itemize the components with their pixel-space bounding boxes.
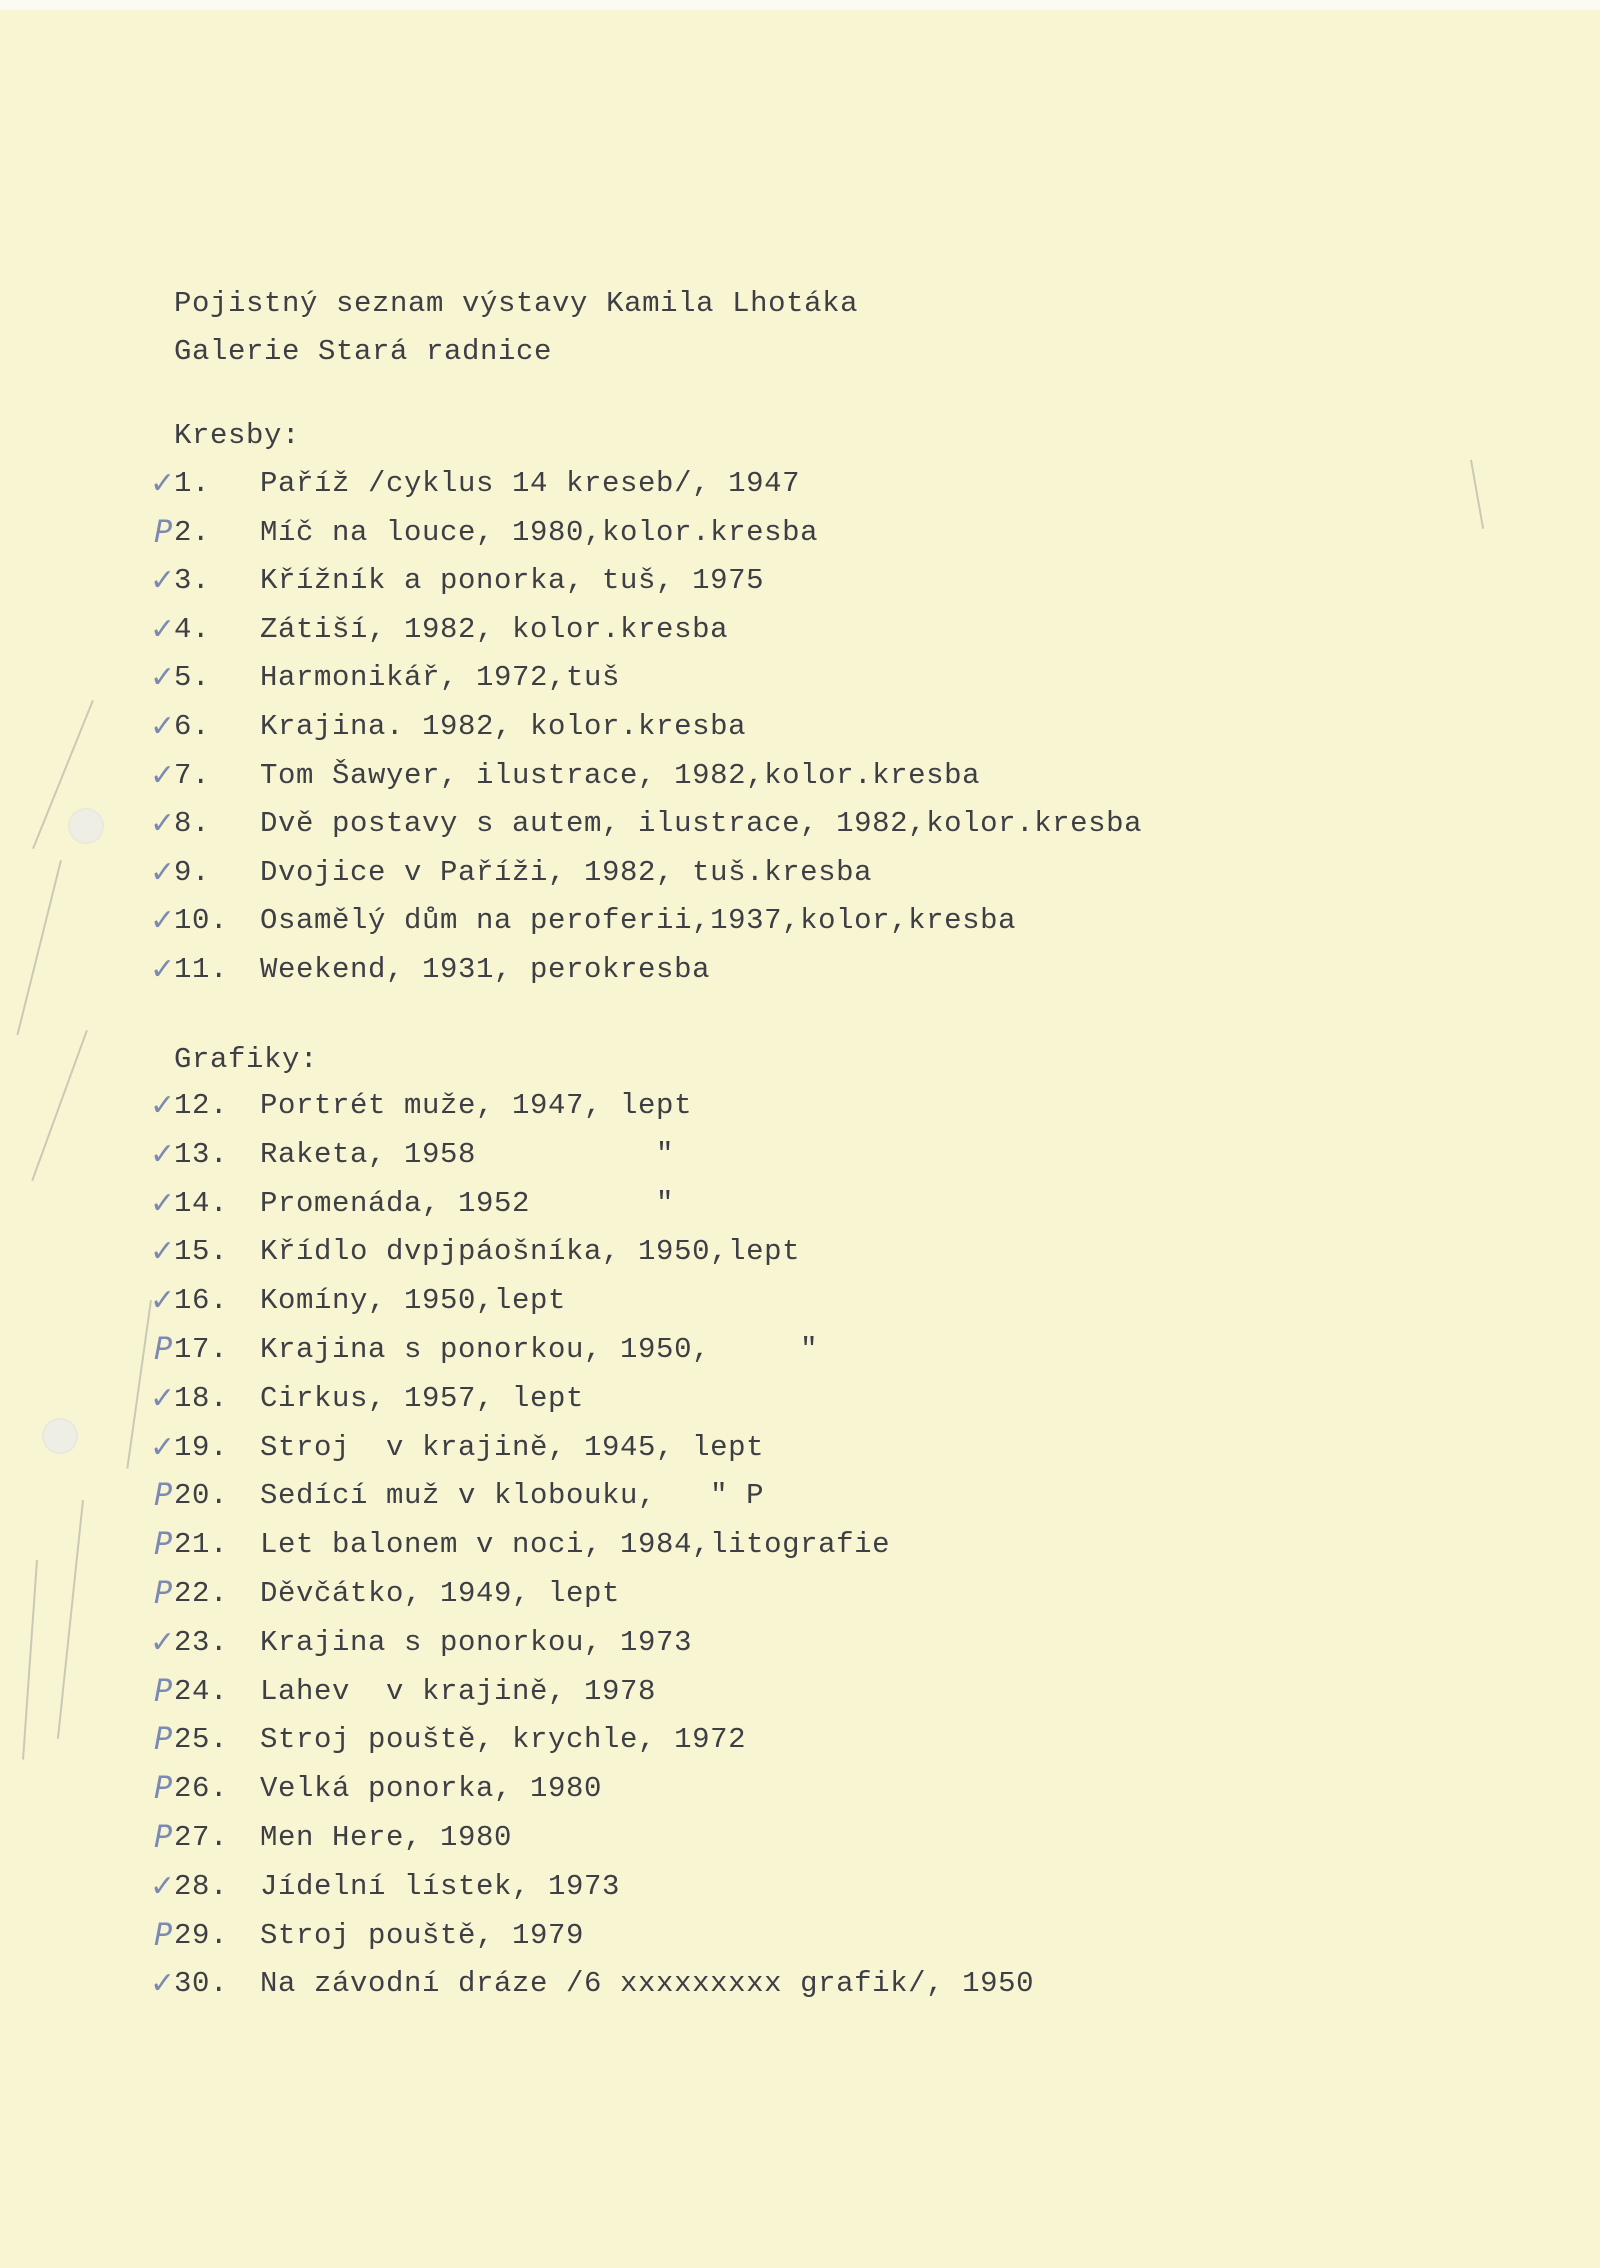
check-mark: P	[153, 1771, 172, 1807]
item-text: Dvojice v Paříži, 1982, tuš.kresba	[260, 855, 873, 889]
item-number: 28.	[174, 1869, 229, 1903]
item-number: 18.	[174, 1381, 229, 1415]
item-text: Na závodní dráze /6 xxxxxxxxx grafik/, 1950	[260, 1967, 1035, 2001]
item-text: Děvčátko, 1949, lept	[260, 1577, 621, 1610]
check-mark: P	[153, 1673, 172, 1709]
check-mark: ✓	[150, 854, 176, 890]
check-mark: ✓	[150, 1429, 176, 1465]
item-text: Křídlo dvpjpáošníka, 1950,lept	[260, 1235, 801, 1269]
check-mark: ✓	[150, 952, 176, 987]
item-text: Osamělý dům na peroferii,1937,kolor,kresba	[260, 904, 1017, 938]
check-mark: ✓	[150, 1088, 176, 1123]
pencil-stroke	[1470, 460, 1484, 529]
pencil-stroke	[31, 1030, 87, 1181]
item-text: Lahev v krajině, 1978	[260, 1674, 657, 1708]
check-mark: ✓	[150, 1380, 176, 1416]
check-mark: ✓	[150, 1624, 176, 1660]
item-number: 9.	[174, 855, 211, 889]
item-number: 4.	[174, 612, 211, 646]
item-number: 5.	[174, 661, 211, 695]
punch-hole	[68, 808, 104, 844]
item-text: Tom Šawyer, ilustrace, 1982,kolor.kresba	[260, 758, 981, 792]
item-number: 24.	[174, 1674, 229, 1708]
item-number: 30.	[174, 1967, 229, 2001]
pencil-stroke	[57, 1500, 84, 1739]
check-mark: P	[153, 514, 172, 550]
check-mark: ✓	[150, 1868, 176, 1904]
item-text: Stroj v krajině, 1945, lept	[260, 1430, 765, 1464]
check-mark: ✓	[150, 806, 176, 842]
check-mark: ✓	[150, 1136, 176, 1172]
check-mark: P	[153, 1576, 172, 1611]
item-number: 19.	[174, 1430, 229, 1464]
item-text: Harmonikář, 1972,tuš	[260, 661, 621, 695]
punch-hole	[42, 1418, 78, 1454]
item-number: 11.	[174, 953, 229, 986]
item-number: 29.	[174, 1918, 229, 1952]
check-mark: P	[153, 1527, 172, 1563]
check-mark: ✓	[150, 466, 176, 501]
item-text: Cirkus, 1957, lept	[260, 1381, 585, 1415]
section-heading-prints: Grafiky:	[174, 1043, 319, 1076]
check-mark: ✓	[150, 563, 176, 599]
check-mark: P	[153, 1917, 172, 1953]
item-text: Stroj pouště, 1979	[260, 1918, 585, 1952]
item-number: 10.	[174, 904, 229, 938]
check-mark: P	[153, 1332, 172, 1367]
item-number: 17.	[174, 1333, 229, 1366]
item-text: Promenáda, 1952 "	[260, 1186, 675, 1220]
item-number: 21.	[174, 1528, 229, 1562]
item-text: Paříž /cyklus 14 kreseb/, 1947	[260, 467, 801, 500]
pencil-stroke	[22, 1560, 37, 1760]
item-text: Krajina s ponorkou, 1950, "	[260, 1333, 819, 1366]
item-text: Stroj pouště, krychle, 1972	[260, 1723, 747, 1757]
item-text: Míč na louce, 1980,kolor.kresba	[260, 515, 819, 549]
item-number: 22.	[174, 1577, 229, 1610]
section-heading-drawings: Kresby:	[174, 419, 301, 452]
item-number: 1.	[174, 467, 211, 500]
check-mark: P	[153, 1478, 172, 1514]
pencil-stroke	[16, 860, 61, 1035]
item-text: Jídelní lístek, 1973	[260, 1869, 621, 1903]
item-text: Komíny, 1950,lept	[260, 1284, 567, 1318]
item-number: 13.	[174, 1137, 229, 1171]
check-mark: ✓	[150, 611, 176, 647]
item-text: Men Here, 1980	[260, 1821, 513, 1854]
item-text: Portrét muže, 1947, lept	[260, 1089, 693, 1122]
item-number: 7.	[174, 758, 211, 792]
check-mark: ✓	[150, 1234, 176, 1270]
item-number: 23.	[174, 1625, 229, 1659]
item-number: 14.	[174, 1186, 229, 1220]
item-text: Dvě postavy s autem, ilustrace, 1982,kolor.kresba	[260, 807, 1143, 841]
item-number: 2.	[174, 515, 211, 549]
item-text: Let balonem v noci, 1984,litografie	[260, 1528, 891, 1562]
item-number: 15.	[174, 1235, 229, 1269]
item-number: 27.	[174, 1821, 229, 1854]
check-mark: ✓	[150, 1185, 176, 1221]
pencil-stroke	[126, 1300, 151, 1469]
document-title: Pojistný seznam výstavy Kamila Lhotáka	[174, 287, 859, 320]
document-subtitle: Galerie Stará radnice	[174, 335, 553, 368]
check-mark: ✓	[150, 660, 176, 696]
item-text: Křížník a ponorka, tuš, 1975	[260, 564, 765, 598]
check-mark: ✓	[150, 1966, 176, 2002]
item-number: 8.	[174, 807, 211, 841]
item-text: Velká ponorka, 1980	[260, 1772, 603, 1806]
check-mark: ✓	[150, 903, 176, 939]
check-mark: ✓	[150, 1283, 176, 1319]
item-number: 12.	[174, 1089, 229, 1122]
check-mark: P	[153, 1722, 172, 1758]
item-text: Zátiší, 1982, kolor.kresba	[260, 612, 729, 646]
item-number: 26.	[174, 1772, 229, 1806]
item-number: 25.	[174, 1723, 229, 1757]
item-number: 3.	[174, 564, 211, 598]
check-mark: P	[153, 1820, 172, 1855]
check-mark: ✓	[150, 757, 176, 793]
item-text: Raketa, 1958 "	[260, 1137, 675, 1171]
check-mark: ✓	[150, 709, 176, 744]
item-text: Sedící muž v klobouku, " P	[260, 1479, 765, 1513]
item-text: Weekend, 1931, perokresba	[260, 953, 711, 986]
item-number: 20.	[174, 1479, 229, 1513]
item-number: 16.	[174, 1284, 229, 1318]
item-text: Krajina s ponorkou, 1973	[260, 1625, 693, 1659]
page-top-edge	[0, 0, 1600, 10]
item-number: 6.	[174, 710, 211, 743]
item-text: Krajina. 1982, kolor.kresba	[260, 710, 747, 743]
